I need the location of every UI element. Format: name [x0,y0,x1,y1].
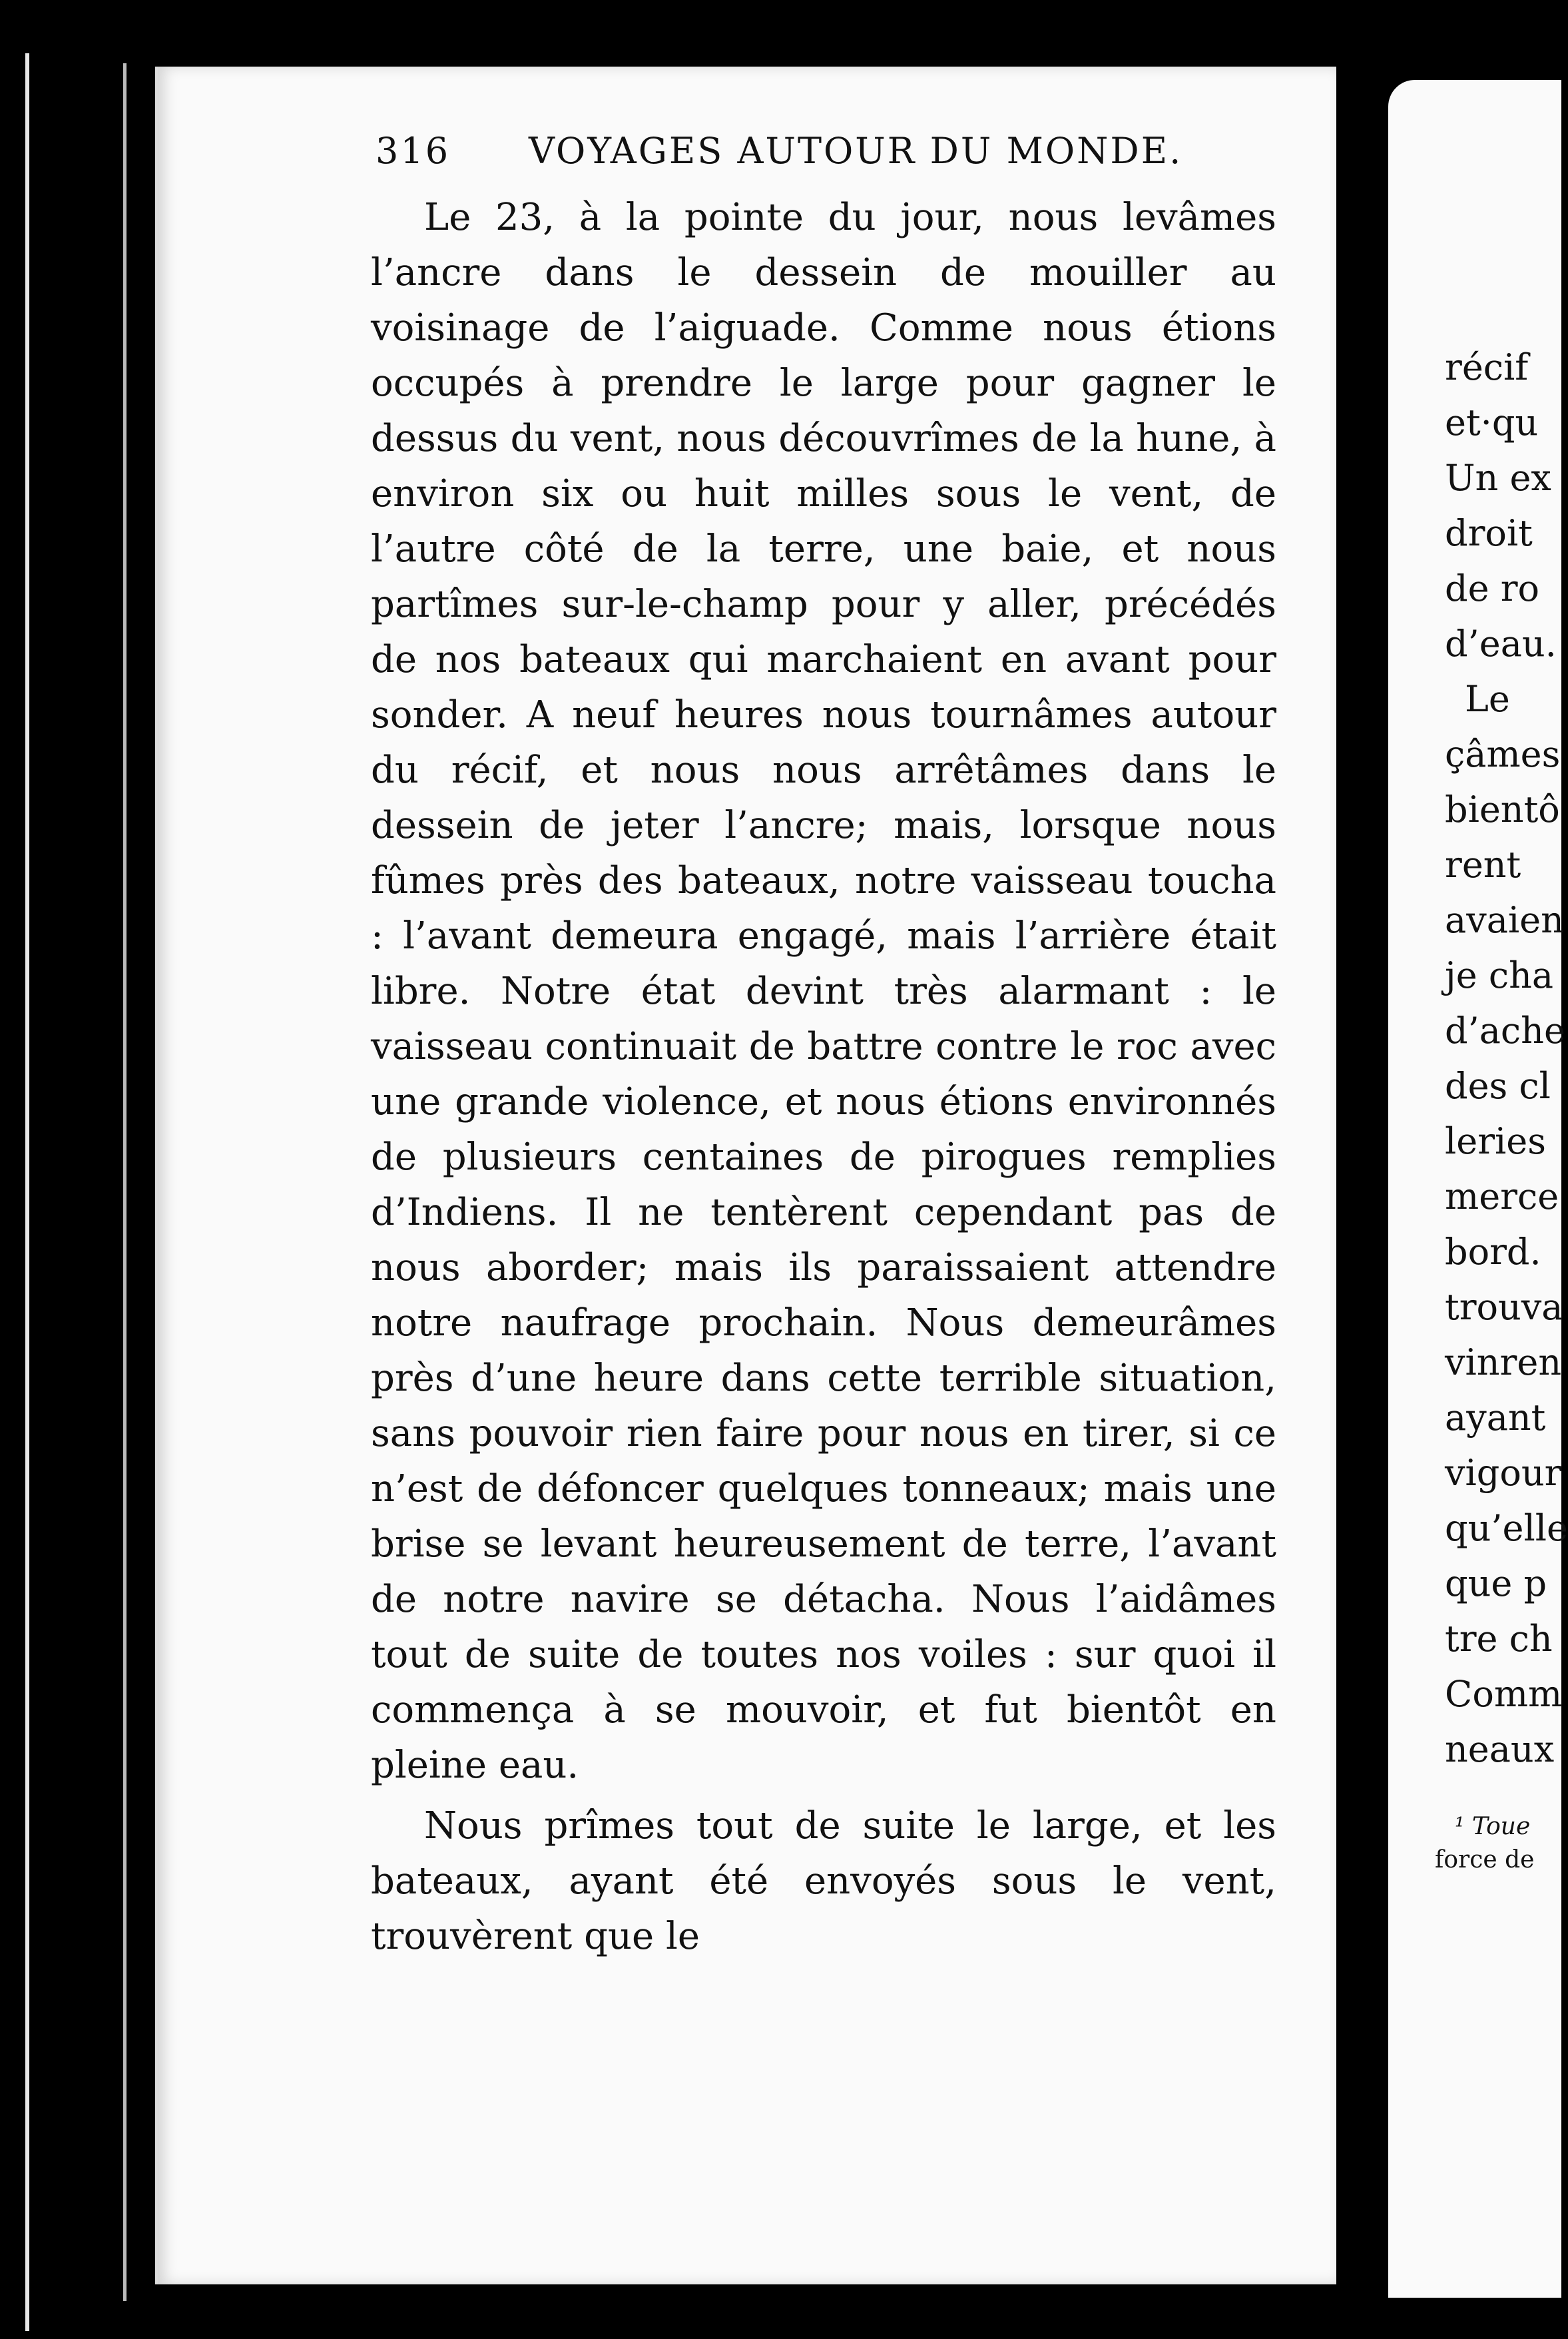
line-fragment: récif [1445,346,1529,388]
line-fragment: avaien [1445,899,1564,941]
page-header [376,130,1261,190]
line-fragment: de ro [1445,567,1540,609]
line-fragment: trouva [1445,1286,1563,1328]
line-fragment: leries [1445,1120,1546,1162]
line-fragment: neaux [1445,1728,1555,1770]
right-page-text [1445,340,1568,1777]
paragraph-1: Le 23, à la pointe du jour, nous levâmes l’ancre dans le dessein de mouiller au voisinage de l’aiguade. Comme nous étions occupés à prendre le large pour gagner le dessus du vent, nous découvrîmes de la hune, à environ six ou huit milles sous le vent, de l’autre côté de la terre, une baie, et nous partîmes sur-le-champ pour y aller, précédés de nos bateaux qui marchaient en avant pour sonder. A neuf heures nous tournâmes autour du récif, et nous nous arrêtâmes dans le dessein de jeter l’ancre; mais, lorsque nous fûmes près des bateaux, notre vaisseau toucha : l’avant demeura engagé, mais l’arrière était libre. Notre état devint très alarmant : le vaisseau continuait de battre contre le roc avec une grande violence, et nous étions environnés de plusieurs centaines de pirogues remplies d’Indiens. Il ne tentèrent cependant pas de nous aborder; mais ils paraissaient attendre notre naufrage prochain. Nous demeurâmes près d’une heure dans cette terrible situation, sans pouvoir rien faire pour nous en tirer, si ce n’est de défoncer quelques tonneaux; mais une brise se levant heureusement de terre, l’avant de notre navire se détacha. Nous l’aidâmes tout de suite de toutes nos voiles : sur quoi il commença à se mouvoir, et fut bientôt en pleine eau. [371,196,1276,1787]
footnote-fragment: force de [1435,1846,1535,1873]
line-fragment: Le [1465,678,1510,720]
line-fragment: vigour [1445,1452,1562,1494]
line-fragment: droit [1445,512,1533,554]
paragraph-2: Nous prîmes tout de suite le large, et les bateaux, ayant été envoyés sous le vent, trouvèrent que le [371,1804,1276,1958]
page-number: 316 [376,130,451,172]
line-fragment: rent [1445,844,1521,886]
line-fragment: vinren [1445,1341,1562,1383]
line-fragment: tre ch [1445,1618,1553,1660]
left-page [155,67,1336,2284]
running-title: VOYAGES AUTOUR DU MONDE. [529,130,1183,172]
line-fragment: des cl [1445,1065,1551,1107]
line-fragment: bientô [1445,789,1560,831]
line-fragment: ayant [1445,1397,1546,1439]
line-fragment: bord. [1445,1231,1541,1273]
line-fragment: d’eau. [1445,623,1557,665]
line-fragment: merce [1445,1175,1559,1217]
line-fragment: je cha [1445,954,1554,996]
spine-edge-inner [123,63,127,2301]
line-fragment: que p [1445,1562,1547,1604]
line-fragment: d’ache [1445,1010,1565,1052]
line-fragment: et·qu [1445,402,1539,444]
spine-edge [25,53,29,2331]
footnote-fragment: ¹ Toue [1455,1813,1531,1840]
line-fragment: Un ex [1445,457,1551,499]
line-fragment: qu’elle [1445,1507,1568,1549]
body-text [371,190,1276,1964]
right-page-footnote [1435,1810,1555,1877]
line-fragment: Comm [1445,1673,1563,1715]
line-fragment: çâmes [1445,733,1561,775]
